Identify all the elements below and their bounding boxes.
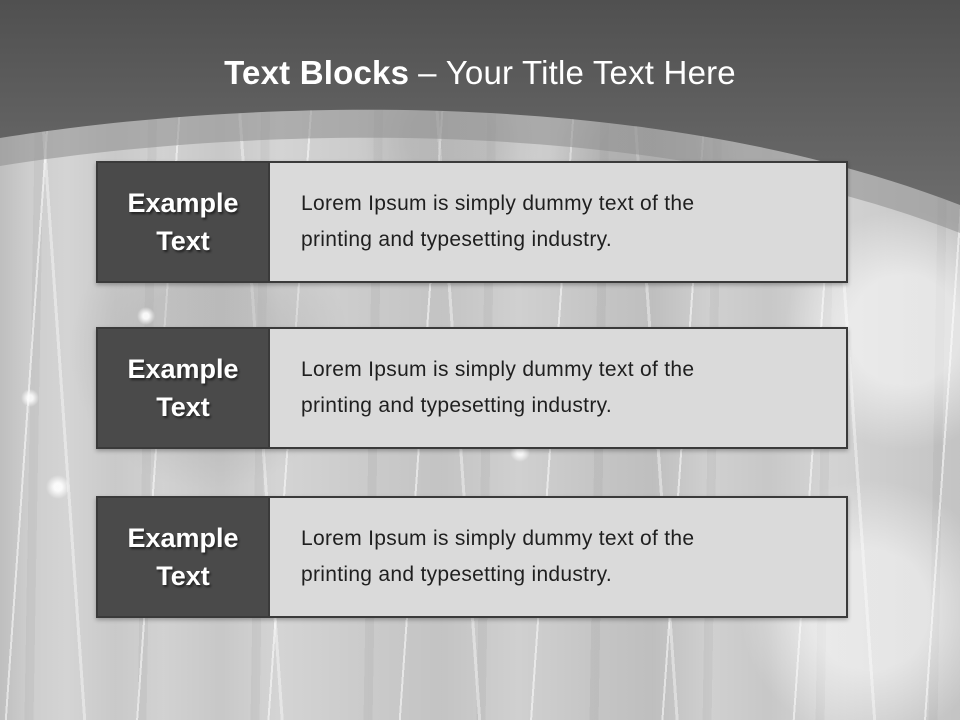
text-block-3-label bbox=[98, 498, 270, 616]
body-line-1: Lorem Ipsum is simply dummy text of the bbox=[301, 358, 695, 381]
text-block-1-label bbox=[98, 163, 270, 281]
slide-title bbox=[0, 50, 960, 95]
text-block-1 bbox=[96, 161, 848, 283]
body-line-1: Lorem Ipsum is simply dummy text of the bbox=[301, 527, 695, 550]
label-line-1: Example bbox=[127, 188, 239, 218]
text-block-2-label bbox=[98, 329, 270, 447]
label-line-1: Example bbox=[127, 354, 239, 384]
body-line-2: printing and typesetting industry. bbox=[301, 228, 612, 251]
label-line-2: Text bbox=[156, 392, 210, 422]
text-block-3-body bbox=[270, 498, 846, 616]
body-line-2: printing and typesetting industry. bbox=[301, 394, 612, 417]
title-dash: – bbox=[418, 54, 437, 91]
label-line-2: Text bbox=[156, 561, 210, 591]
title-emphasis: Text Blocks bbox=[224, 54, 410, 91]
title-regular: Your Title Text Here bbox=[445, 54, 736, 91]
body-line-2: printing and typesetting industry. bbox=[301, 563, 612, 586]
body-line-1: Lorem Ipsum is simply dummy text of the bbox=[301, 192, 695, 215]
text-block-2-body bbox=[270, 329, 846, 447]
text-block-3 bbox=[96, 496, 848, 618]
label-line-2: Text bbox=[156, 226, 210, 256]
text-block-2 bbox=[96, 327, 848, 449]
text-block-1-body bbox=[270, 163, 846, 281]
label-line-1: Example bbox=[127, 523, 239, 553]
